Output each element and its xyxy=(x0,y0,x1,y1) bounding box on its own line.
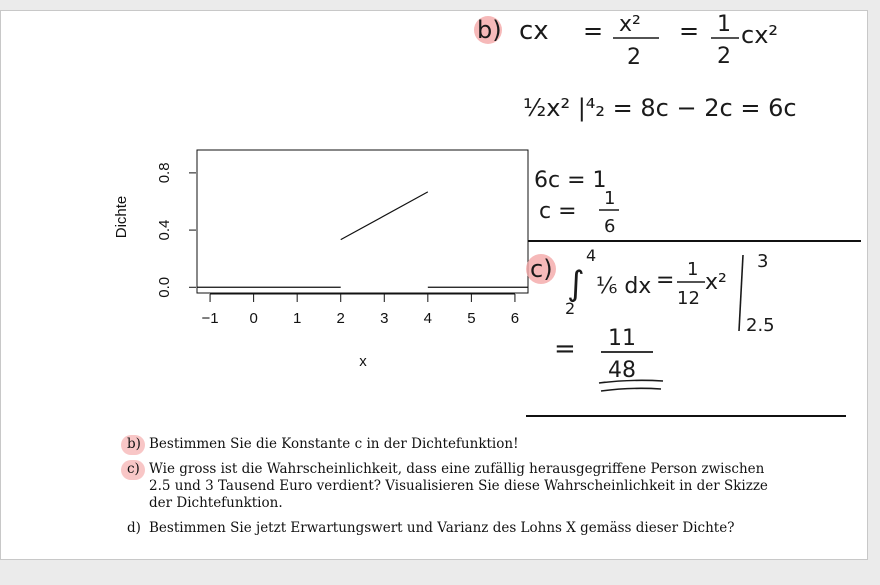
x-tick-label: 1 xyxy=(292,310,302,327)
hw-line3b-den: 6 xyxy=(604,216,616,237)
question-label: b) xyxy=(127,436,141,452)
x-tick-label: 5 xyxy=(467,310,476,327)
question-label: c) xyxy=(127,461,140,477)
y-tick-label: 0.8 xyxy=(156,162,173,184)
x-tick-label: −1 xyxy=(201,310,219,327)
hw-final-num: 11 xyxy=(608,326,636,351)
question-text: Bestimmen Sie jetzt Erwartungswert und Varianz des Lohns X gemäss dieser Dichte? xyxy=(149,520,735,536)
hw-eq-1: = xyxy=(583,17,604,45)
plot-frame xyxy=(197,150,528,293)
hw-line1-num: x² xyxy=(619,12,641,37)
question-text: Wie gross ist die Wahrscheinlichkeit, dass eine zufällig herausgegriffene Person zwischen 2.5 und 3 Tausend Euro verdient? Visualisieren Sie diese Wahrscheinlichkeit in der Skizze der Dichtefunktion. xyxy=(149,461,768,511)
hw-line1-tail: cx² xyxy=(741,21,779,49)
hw-integral-lower: 2 xyxy=(565,299,576,318)
question-item xyxy=(123,461,783,512)
hw-final-eq: = xyxy=(554,334,576,364)
hw-line3b-lhs: c = xyxy=(539,199,577,224)
question-list xyxy=(123,436,783,545)
hw-line1-den: 2 xyxy=(627,45,641,70)
hw-line1-eq2-den: 2 xyxy=(717,44,731,69)
x-tick-label: 0 xyxy=(249,310,258,327)
hw-line1-lhs: cx xyxy=(519,16,549,46)
x-axis-label: x xyxy=(359,353,367,370)
x-axis xyxy=(202,294,520,327)
hw-integrand: ⅙ dx xyxy=(596,274,652,299)
x-tick-label: 2 xyxy=(336,310,345,327)
hw-eq-2: = xyxy=(679,17,700,45)
hw-result-tail: x² xyxy=(705,270,727,295)
hw-eq-3: = xyxy=(656,268,675,293)
hw-eval-bar xyxy=(739,255,743,331)
hw-eval-upper: 3 xyxy=(757,251,769,272)
hw-final-den: 48 xyxy=(608,358,636,383)
hw-result-den: 12 xyxy=(677,288,700,309)
hw-b-label: b) xyxy=(477,16,502,44)
y-axis xyxy=(156,162,196,297)
hw-result-num: 1 xyxy=(687,259,699,280)
y-axis-label: Dichte xyxy=(113,195,130,239)
hw-c-label: c) xyxy=(530,255,553,283)
x-tick-label: 3 xyxy=(380,310,389,327)
window-top-strip xyxy=(0,0,880,8)
y-tick-label: 0.0 xyxy=(156,276,173,298)
x-tick-label: 4 xyxy=(423,310,433,327)
question-item xyxy=(123,520,783,537)
hw-integral-sign: ∫ xyxy=(567,264,585,304)
hw-line1-eq2-num: 1 xyxy=(717,12,731,37)
density-segment-1 xyxy=(341,192,428,240)
hw-line3b-num: 1 xyxy=(604,188,616,209)
question-item xyxy=(123,436,783,453)
hw-eval-lower: 2.5 xyxy=(746,315,775,336)
hw-line2: ½x² |⁴₂ = 8c − 2c = 6c xyxy=(523,94,797,122)
plot-marks xyxy=(197,192,528,287)
question-label: d) xyxy=(127,520,141,536)
hw-line3a: 6c = 1 xyxy=(534,168,607,193)
document-page xyxy=(0,10,868,560)
hw-integral-upper: 4 xyxy=(586,246,597,265)
x-tick-label: 6 xyxy=(510,310,520,327)
y-tick-label: 0.4 xyxy=(156,219,173,241)
question-text: Bestimmen Sie die Konstante c in der Dichtefunktion! xyxy=(149,436,519,452)
